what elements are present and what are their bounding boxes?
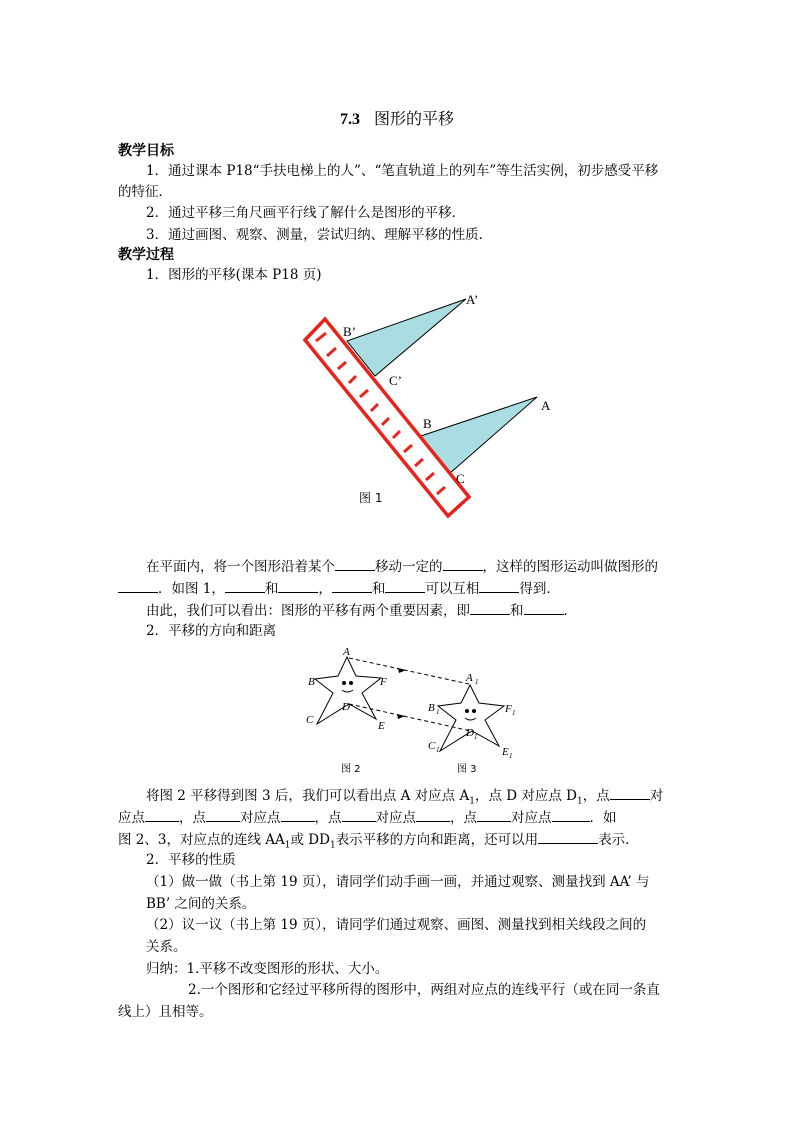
blank [145, 806, 179, 822]
blank [538, 828, 598, 844]
star-label-f1: F [505, 703, 512, 715]
goals-heading: 教学目标 [118, 143, 174, 159]
svg-text:1: 1 [509, 752, 513, 760]
figure-3-caption: 图 3 [457, 764, 477, 775]
activity-2-cont: 关系。 [146, 939, 187, 955]
svg-text:1: 1 [512, 709, 516, 717]
blank [342, 806, 376, 822]
process-heading: 教学过程 [118, 247, 174, 263]
activity-2: （2）议一议（书上第 19 页），请同学们通过观察、画图、测量找到相关线段之间的 [146, 917, 647, 933]
star-eye-left [342, 681, 346, 685]
activity-1-cont: BB’ 之间的关系。 [146, 896, 256, 912]
blank [477, 806, 511, 822]
section-2-heading: 2．平移的方向和距离 [146, 623, 277, 639]
label-a-prime: A’ [466, 292, 479, 307]
star-label-b: B [308, 676, 315, 688]
figure-1-caption: 图 1 [359, 491, 383, 505]
star-figure-2 [315, 657, 381, 724]
star-label-a1: A [466, 672, 473, 684]
blank [281, 806, 315, 822]
paragraph-translation-definition-cont: ．如图 1， 和 ， 和 可以互相 得到． [118, 577, 560, 600]
label-b-prime: B’ [343, 324, 356, 339]
section-number: 7.3 [339, 111, 360, 128]
star-label-e: E [378, 720, 385, 732]
star-figure-3 [438, 685, 504, 751]
goal-3: 3．通过画图、观察、测量，尝试归纳、理解平移的性质． [146, 227, 493, 243]
paragraph-correspondence-3: 图 2、3，对应点的连线 $AA_1$或 $DD_1$表示平移的方向和距离，还可以用 表示． [118, 828, 639, 857]
star-label-c1: C [428, 740, 436, 752]
section-3-heading: 2．平移的性质 [146, 852, 236, 868]
paragraph-two-factors: 由此，我们可以看出：图形的平移有两个重要因素，即 和 ． [146, 599, 577, 622]
star-label-a: A [343, 646, 350, 658]
star-label-e1: E [502, 746, 509, 758]
label-c-prime: C’ [389, 373, 402, 388]
label-b: B [423, 416, 432, 431]
star-label-f: F [380, 676, 387, 688]
goal-1: 1．通过课本 P18“手扶电梯上的人”、“笔直轨道上的列车”等生活实例，初步感受平移 [146, 163, 659, 179]
blank [610, 784, 650, 800]
svg-text:1: 1 [436, 708, 440, 716]
svg-text:1: 1 [475, 678, 479, 686]
svg-text:1: 1 [436, 746, 440, 754]
paragraph-translation-definition: 在平面内，将一个图形沿着某个 移动一定的 ，这样的图形运动叫做图形的 [146, 555, 658, 578]
section-title: 图形的平移 [373, 109, 454, 128]
label-a: A [541, 398, 551, 413]
blank [416, 806, 450, 822]
label-c: C [456, 471, 465, 486]
paragraph-correspondence-2: 应点 ，点 对应点 ，点 对应点 ，点 对应点 ．如 [118, 806, 617, 829]
section-1-heading: 1．图形的平移(课本 P18 页) [146, 267, 322, 283]
star-label-b1: B [428, 702, 435, 714]
star-label-c: C [306, 714, 314, 726]
star-eye-right [472, 709, 476, 713]
summary-1: 归纳：1.平移不改变图形的形状、大小。 [146, 961, 389, 977]
figure-2-caption: 图 2 [341, 764, 361, 775]
star-eye-left [465, 709, 469, 713]
translation-dashed-lines [349, 658, 471, 731]
star-label-d1: D [466, 727, 474, 739]
star-eye-right [349, 681, 353, 685]
svg-text:1: 1 [474, 733, 478, 741]
blank [206, 806, 240, 822]
blank [552, 806, 590, 822]
arrowhead [398, 668, 406, 673]
paragraph-correspondence-1: 将图 2 平移得到图 3 后，我们可以看出点 A 对应点 $A_1$，点 D 对应点 $D_1$，点 对 [146, 784, 663, 813]
goal-2: 2．通过平移三角尺画平行线了解什么是图形的平移． [146, 205, 466, 221]
arrowhead [397, 714, 405, 719]
goal-1-cont: 的特征． [118, 184, 172, 200]
summary-2: 2.一个图形和它经过平移所得的图形中，两组对应点的连线平行（或在同一条直 [188, 982, 660, 998]
star-label-d: D [342, 701, 350, 713]
activity-1: （1）做一做（书上第 19 页），请同学们动手画一画，并通过观察、测量找到 AA’ 与 [146, 874, 650, 890]
summary-2-cont: 线上）且相等。 [118, 1004, 213, 1020]
